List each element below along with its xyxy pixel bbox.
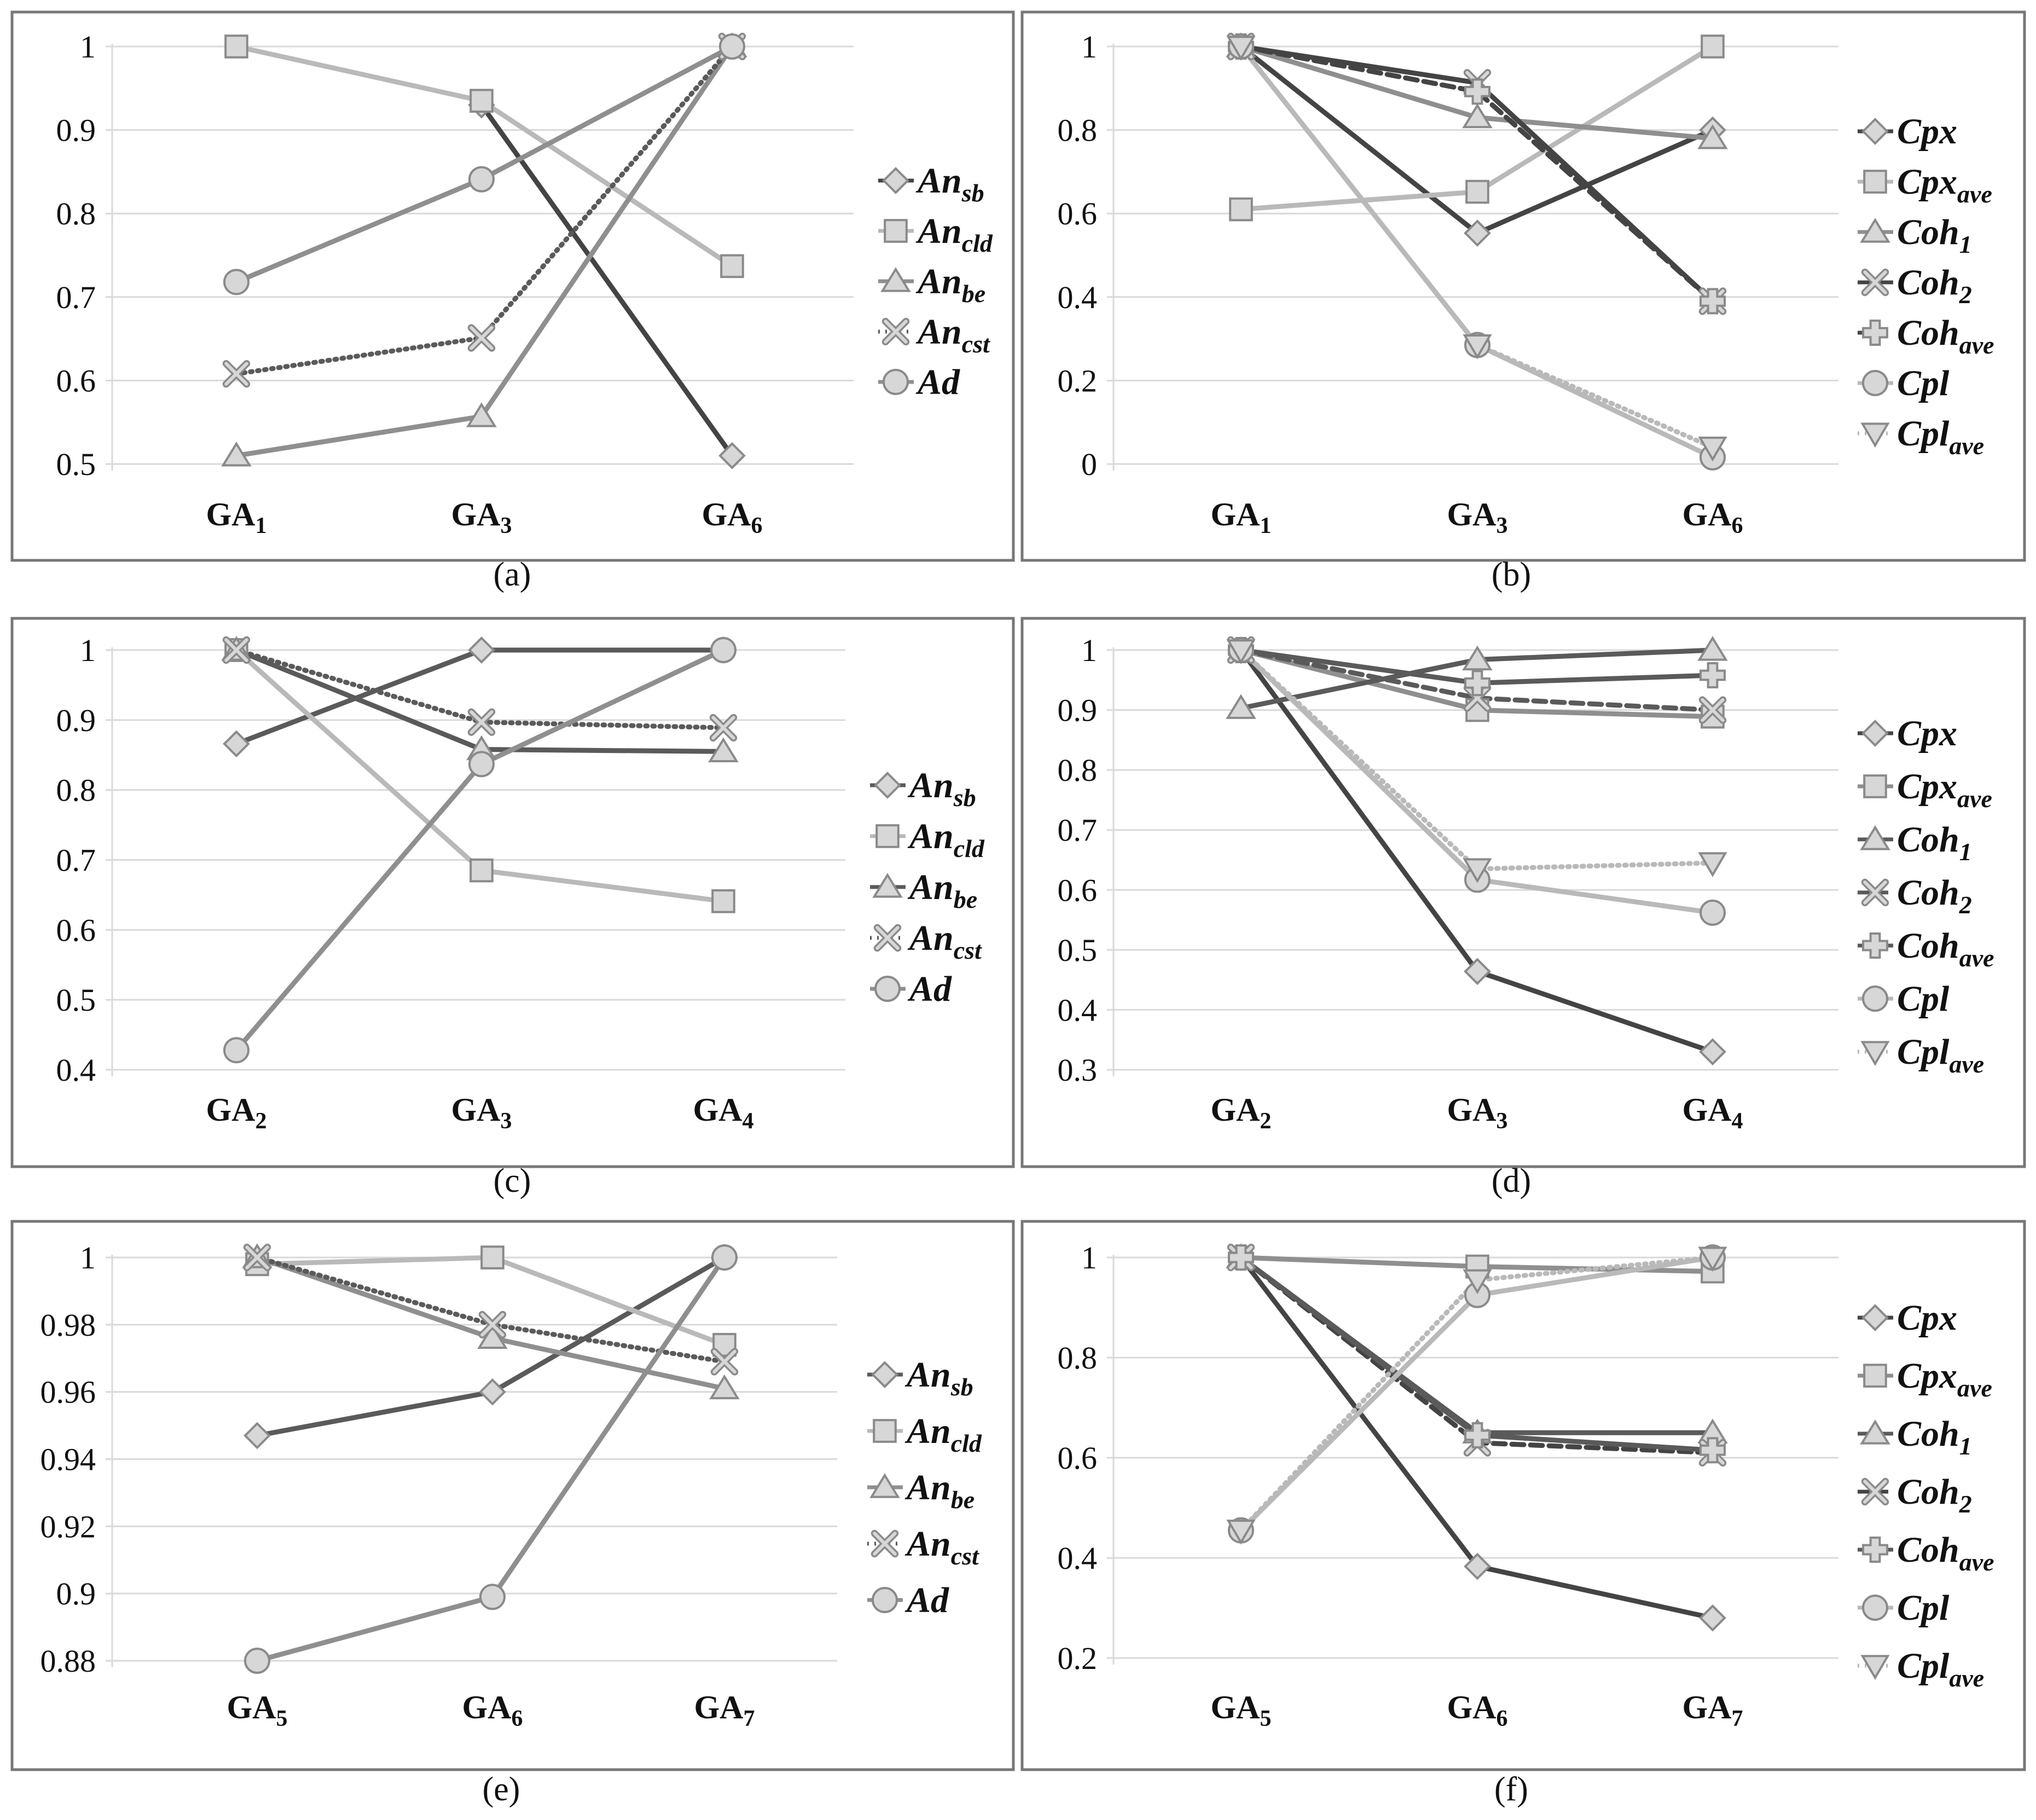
x-tick-subscript: 6: [1496, 1706, 1508, 1731]
legend-label-base: Ad: [918, 362, 960, 402]
legend-label: [1897, 1588, 1950, 1628]
legend-label-base: Ad: [907, 1580, 949, 1620]
legend-label-subscript: sb: [950, 1373, 973, 1401]
x-tick-subscript: 7: [743, 1706, 755, 1731]
legend-marker-x: [874, 1533, 895, 1554]
y-tick-label: 0.9: [56, 112, 96, 148]
data-point-circle: [224, 1038, 248, 1062]
legend-marker-square: [877, 825, 898, 847]
legend-label-base: Cpl: [1897, 414, 1950, 454]
x-tick-label: [1447, 1689, 1508, 1731]
x-tick-base: GA: [1682, 1092, 1732, 1128]
x-tick-label: [1211, 1689, 1272, 1731]
legend-entry: [870, 867, 977, 913]
y-tick-label: 0.6: [56, 363, 96, 399]
y-tick-label: 0.8: [56, 196, 96, 232]
legend-label-subscript: 2: [1959, 281, 1972, 309]
legend-marker-square: [885, 220, 907, 242]
y-tick-label: 0.5: [1057, 932, 1097, 968]
y-tick-label: 0.6: [56, 912, 96, 948]
series-line-4: [236, 650, 723, 1050]
legend-entry: [1858, 112, 1957, 152]
legend-entry: [878, 312, 990, 358]
legend-entry: [1858, 873, 1972, 919]
legend-label-base: An: [907, 1524, 951, 1564]
data-point-circle: [469, 167, 494, 192]
legend-label-subscript: be: [950, 1486, 975, 1514]
y-tick-label: 0.94: [40, 1441, 96, 1477]
y-tick-label: 0: [1081, 447, 1097, 482]
legend-label: [1897, 414, 1984, 460]
data-point-diamond: [245, 1424, 269, 1448]
x-tick-base: GA: [206, 1092, 256, 1128]
y-tick-label: 0.5: [56, 982, 96, 1018]
legend-label-base: Ad: [909, 969, 952, 1009]
legend-label-base: Coh: [1897, 1530, 1959, 1570]
legend-entry: [867, 1411, 982, 1457]
x-tick-label: [1447, 496, 1508, 538]
legend-label-subscript: ave: [1959, 944, 1994, 972]
legend-marker-diamond: [1863, 1306, 1887, 1330]
legend-entry: [867, 1524, 979, 1570]
legend-entry: [1858, 1588, 1950, 1628]
x-tick-base: GA: [693, 1092, 743, 1128]
legend-entry: [1858, 363, 1950, 403]
data-point-circle: [224, 270, 248, 294]
legend-label: [907, 766, 976, 812]
legend-entry: [1858, 1032, 1984, 1078]
legend-label-base: Cpx: [1897, 767, 1958, 807]
x-tick-label: [1683, 1092, 1743, 1134]
legend-entry: [870, 766, 976, 812]
y-tick-label: 0.8: [1057, 112, 1097, 148]
legend-marker-diamond: [1863, 721, 1887, 745]
legend-label-base: An: [918, 211, 962, 251]
y-tick-label: 0.88: [40, 1643, 96, 1679]
legend-entry: [867, 1355, 973, 1401]
panel-frame: [12, 618, 1013, 1167]
legend-label-base: Coh: [1897, 926, 1959, 966]
x-tick-base: GA: [1210, 1092, 1260, 1128]
legend-marker-circle: [1863, 1596, 1887, 1620]
legend-label-base: An: [918, 312, 962, 352]
legend-marker-circle: [884, 370, 908, 394]
x-tick-label: [1683, 1689, 1743, 1731]
panel-caption: (e): [482, 1771, 520, 1808]
x-tick-subscript: 6: [1731, 513, 1743, 538]
y-tick-label: 1: [1081, 1240, 1097, 1276]
data-point-square: [712, 890, 734, 912]
legend-label: [907, 867, 977, 913]
legend-label-base: Coh: [1897, 873, 1959, 913]
legend-label: [907, 969, 952, 1009]
legend-entry: [878, 262, 985, 308]
legend-marker-diamond: [884, 169, 908, 193]
legend-label-subscript: ave: [1959, 1548, 1994, 1576]
panel-frame: [12, 1221, 1013, 1770]
legend-entry: [878, 161, 984, 207]
legend-marker-square: [1864, 775, 1886, 797]
legend-label: [1897, 363, 1950, 403]
legend-label: [904, 1524, 979, 1570]
legend-label: [915, 161, 984, 207]
legend-label-subscript: cst: [953, 936, 982, 964]
legend-marker-circle: [873, 1588, 897, 1612]
y-tick-label: 0.8: [1057, 1340, 1097, 1376]
data-point-circle: [1701, 901, 1725, 925]
legend-marker-square: [1864, 171, 1886, 193]
legend-label-subscript: ave: [1949, 1664, 1985, 1692]
legend-label-subscript: cst: [961, 330, 990, 358]
legend-entry: [870, 816, 985, 862]
data-point-circle: [712, 1245, 736, 1270]
legend-label-base: Coh: [1897, 1414, 1959, 1454]
x-tick-base: GA: [1682, 1689, 1732, 1725]
legend-label-subscript: ave: [1957, 1374, 1992, 1402]
x-tick-subscript: 1: [1260, 513, 1272, 538]
legend-entry: [870, 969, 952, 1009]
y-tick-label: 0.8: [1057, 752, 1097, 789]
legend-entry: [1858, 1646, 1984, 1692]
panel-caption: (b): [1491, 556, 1532, 593]
legend-label: [1897, 1356, 1992, 1402]
legend-label: [1897, 263, 1972, 309]
legend-label-base: Cpx: [1897, 1298, 1958, 1338]
x-tick-base: GA: [206, 496, 256, 532]
legend-entry: [1858, 212, 1972, 258]
y-tick-label: 0.92: [40, 1509, 96, 1545]
panel-caption: (f): [1494, 1771, 1528, 1808]
legend-marker-diamond: [875, 773, 900, 797]
x-tick-subscript: 3: [1496, 1109, 1508, 1134]
legend-label: [1897, 1472, 1972, 1518]
y-tick-label: 0.4: [1057, 279, 1097, 315]
y-tick-label: 1: [1081, 29, 1097, 65]
x-tick-subscript: 2: [255, 1109, 267, 1134]
legend-label-base: An: [909, 918, 954, 958]
data-point-diamond: [480, 1380, 504, 1404]
legend-label-base: Cpx: [1897, 1356, 1958, 1396]
x-tick-label: [1447, 1092, 1508, 1134]
y-tick-label: 0.7: [1057, 812, 1097, 848]
legend-label: [1897, 1530, 1994, 1576]
y-tick-label: 0.3: [1057, 1052, 1097, 1088]
x-tick-label: [206, 1092, 267, 1134]
legend-label: [1897, 979, 1950, 1019]
legend-entry: [1858, 263, 1972, 309]
legend-label-subscript: sb: [961, 179, 984, 207]
legend-label-subscript: sb: [953, 784, 976, 812]
x-tick-base: GA: [1447, 1092, 1496, 1128]
y-tick-label: 0.98: [40, 1307, 96, 1343]
y-tick-label: 0.6: [1057, 872, 1097, 908]
series-line-2: [236, 650, 723, 751]
x-tick-subscript: 3: [500, 513, 512, 538]
legend-entry: [1858, 767, 1992, 813]
x-tick-base: GA: [227, 1689, 276, 1725]
x-tick-subscript: 6: [511, 1706, 523, 1731]
legend-entry: [1858, 1414, 1972, 1460]
legend-label: [915, 312, 990, 358]
legend-label: [904, 1411, 982, 1457]
legend-label-base: An: [918, 161, 962, 201]
x-tick-base: GA: [694, 1689, 744, 1725]
y-tick-label: 0.8: [56, 772, 96, 808]
data-point-square: [471, 90, 492, 112]
legend-entry: [1858, 162, 1992, 208]
legend-label: [1897, 714, 1957, 753]
legend-label-base: An: [907, 1355, 951, 1395]
legend-entry: [878, 362, 960, 402]
legend-label: [915, 262, 985, 308]
x-tick-base: GA: [1682, 496, 1732, 532]
chart-panel-1: [1022, 12, 2025, 560]
chart-panel-0: [12, 12, 1013, 560]
x-tick-label: [462, 1689, 523, 1731]
legend-entry: [1858, 313, 1994, 359]
x-tick-subscript: 4: [1731, 1109, 1743, 1134]
data-point-circle: [469, 752, 494, 776]
legend-marker-x: [885, 321, 906, 341]
legend-label: [904, 1580, 949, 1620]
legend-marker-diamond: [1863, 119, 1887, 143]
x-tick-label: [702, 496, 763, 538]
legend-label-base: Cpx: [1897, 714, 1958, 753]
legend-marker-cross: [1863, 934, 1887, 958]
legend-label-base: An: [909, 867, 954, 907]
y-tick-label: 0.96: [40, 1374, 96, 1410]
legend-label: [1897, 112, 1957, 152]
legend-label-base: Coh: [1897, 263, 1959, 303]
legend-entry: [870, 918, 982, 964]
y-tick-label: 0.6: [1057, 1440, 1097, 1476]
panel-frame: [12, 12, 1013, 560]
legend-label: [1897, 162, 1992, 208]
data-point-diamond: [224, 732, 248, 756]
legend-label: [1897, 926, 1994, 972]
x-tick-subscript: 5: [276, 1706, 288, 1731]
legend-label-base: Cpl: [1897, 1646, 1950, 1686]
x-tick-label: [694, 1689, 755, 1731]
legend-label: [915, 362, 960, 402]
x-tick-subscript: 7: [1731, 1706, 1743, 1731]
x-tick-label: [1683, 496, 1743, 538]
data-point-square: [225, 36, 247, 57]
legend-entry: [1858, 1472, 1972, 1518]
data-point-cross: [1701, 663, 1725, 687]
legend-label: [1897, 767, 1992, 813]
x-tick-label: [227, 1689, 288, 1731]
x-tick-label: [451, 1092, 512, 1134]
legend-label-subscript: 2: [1959, 891, 1972, 919]
data-point-square: [1466, 181, 1488, 203]
legend-entry: [867, 1468, 975, 1514]
legend-marker-circle: [1863, 371, 1887, 395]
x-tick-label: [1211, 1092, 1272, 1134]
x-tick-subscript: 5: [1260, 1706, 1272, 1731]
legend-entry: [1858, 820, 1972, 866]
y-tick-label: 0.9: [1057, 692, 1097, 728]
data-point-diamond: [1701, 1606, 1725, 1630]
x-tick-subscript: 3: [500, 1109, 512, 1134]
data-point-square: [721, 256, 743, 277]
legend-marker-circle: [875, 977, 900, 1001]
legend-label: [1897, 820, 1972, 866]
legend-label-subscript: be: [953, 885, 978, 913]
legend-entry: [1858, 1298, 1957, 1338]
legend-label-subscript: cld: [953, 834, 984, 862]
x-tick-label: [451, 496, 512, 538]
legend-label: [915, 211, 993, 257]
x-tick-label: [1211, 496, 1272, 538]
legend-entry: [1858, 714, 1957, 753]
y-tick-label: 0.2: [1057, 1641, 1097, 1676]
legend-label-subscript: ave: [1957, 785, 1992, 813]
legend-label-base: Cpl: [1897, 979, 1950, 1019]
x-tick-label: [693, 1092, 754, 1134]
legend-label: [1897, 873, 1972, 919]
data-point-square: [1702, 36, 1724, 57]
legend-label: [1897, 313, 1994, 359]
legend-entry: [867, 1580, 949, 1620]
chart-panel-2: [12, 618, 1013, 1167]
legend-marker-cross: [1863, 1538, 1887, 1562]
chart-panel-3: [1022, 618, 2025, 1167]
data-point-circle: [245, 1649, 269, 1673]
data-point-diamond: [1701, 1040, 1725, 1064]
legend-label: [1897, 1032, 1984, 1078]
data-point-circle: [720, 34, 744, 59]
x-tick-subscript: 1: [255, 513, 267, 538]
legend-label-subscript: 1: [1959, 1432, 1972, 1460]
y-tick-label: 1: [1081, 633, 1097, 668]
legend-marker-x: [877, 928, 897, 948]
y-tick-label: 0.7: [56, 279, 96, 315]
legend-label-subscript: cld: [961, 229, 993, 257]
data-point-circle: [711, 638, 735, 662]
legend-label-subscript: ave: [1949, 432, 1985, 460]
legend-marker-diamond: [873, 1363, 897, 1387]
legend-label-base: An: [909, 816, 954, 856]
legend-label-base: Cpx: [1897, 162, 1958, 202]
legend-label-subscript: cld: [950, 1429, 982, 1457]
x-tick-base: GA: [1447, 496, 1496, 532]
chart-panel-5: [1022, 1221, 2025, 1770]
y-tick-label: 0.4: [56, 1052, 96, 1088]
legend-label: [1897, 1646, 1984, 1692]
y-tick-label: 1: [80, 1240, 96, 1276]
data-point-square: [1230, 199, 1252, 221]
legend-label-base: Cpl: [1897, 1032, 1950, 1072]
x-tick-base: GA: [701, 496, 751, 532]
legend-label: [904, 1355, 973, 1401]
x-tick-subscript: 4: [742, 1109, 754, 1134]
legend-label-base: An: [909, 766, 954, 805]
x-tick-base: GA: [462, 1689, 512, 1725]
legend-label: [907, 918, 982, 964]
legend-entry: [878, 211, 993, 257]
legend-label-base: An: [918, 262, 962, 302]
legend-label-base: Coh: [1897, 212, 1959, 252]
y-tick-label: 0.4: [1057, 1540, 1097, 1576]
x-tick-subscript: 2: [1260, 1109, 1272, 1134]
legend-marker-circle: [1863, 987, 1887, 1011]
legend-label-subscript: ave: [1959, 331, 1994, 359]
legend-label-base: An: [907, 1468, 951, 1508]
legend-marker-square: [1864, 1365, 1886, 1387]
legend-label-subscript: be: [961, 280, 986, 308]
legend-label-subscript: ave: [1957, 180, 1992, 208]
y-tick-label: 0.4: [1057, 992, 1097, 1028]
data-point-square: [482, 1247, 503, 1268]
y-tick-label: 0.9: [56, 1576, 96, 1612]
x-tick-base: GA: [451, 1092, 501, 1128]
x-tick-subscript: 6: [751, 513, 763, 538]
legend-label-subscript: 1: [1959, 230, 1972, 258]
legend-entry: [1858, 1530, 1994, 1576]
legend-label-base: Coh: [1897, 313, 1959, 353]
y-tick-label: 1: [80, 633, 96, 668]
legend-label-base: Coh: [1897, 820, 1959, 860]
panel-caption: (d): [1491, 1162, 1532, 1199]
legend-label: [1897, 1298, 1957, 1338]
y-tick-label: 0.7: [56, 842, 96, 878]
chart-panel-4: [12, 1221, 1013, 1770]
series-line-0: [236, 650, 723, 744]
legend-marker-cross: [1863, 321, 1887, 345]
y-tick-label: 1: [80, 29, 96, 65]
legend-label: [1897, 212, 1972, 258]
legend-label-base: Cpx: [1897, 112, 1958, 152]
legend-entry: [1858, 979, 1950, 1019]
legend-label-subscript: ave: [1949, 1050, 1985, 1078]
legend-entry: [1858, 414, 1984, 460]
legend-label-base: An: [907, 1411, 951, 1451]
legend-label: [907, 816, 985, 862]
data-point-square: [471, 860, 492, 882]
x-tick-base: GA: [1210, 496, 1260, 532]
data-point-diamond: [469, 638, 494, 662]
legend-label-subscript: cst: [950, 1542, 979, 1570]
data-point-triangle: [468, 404, 495, 426]
legend-label-subscript: 2: [1959, 1490, 1972, 1518]
legend-label: [904, 1468, 975, 1514]
legend-label: [1897, 1414, 1972, 1460]
legend-label-base: Cpl: [1897, 363, 1950, 403]
x-tick-label: [206, 496, 267, 538]
x-tick-base: GA: [451, 496, 501, 532]
x-tick-base: GA: [1210, 1689, 1260, 1725]
legend-entry: [1858, 1356, 1992, 1402]
y-tick-label: 0.9: [56, 702, 96, 738]
legend-label-base: Coh: [1897, 1472, 1959, 1512]
x-tick-subscript: 3: [1496, 513, 1508, 538]
y-tick-label: 0.6: [1057, 196, 1097, 232]
y-tick-label: 0.2: [1057, 363, 1097, 399]
panel-caption: (a): [493, 556, 531, 593]
legend-label-subscript: 1: [1959, 838, 1972, 866]
panel-caption: (c): [493, 1162, 531, 1199]
legend-entry: [1858, 926, 1994, 972]
series-line-4: [236, 47, 732, 282]
legend-marker-square: [874, 1420, 896, 1442]
legend-label-base: Cpl: [1897, 1588, 1950, 1628]
data-point-circle: [480, 1585, 504, 1609]
x-tick-base: GA: [1447, 1689, 1496, 1725]
y-tick-label: 0.5: [56, 447, 96, 482]
